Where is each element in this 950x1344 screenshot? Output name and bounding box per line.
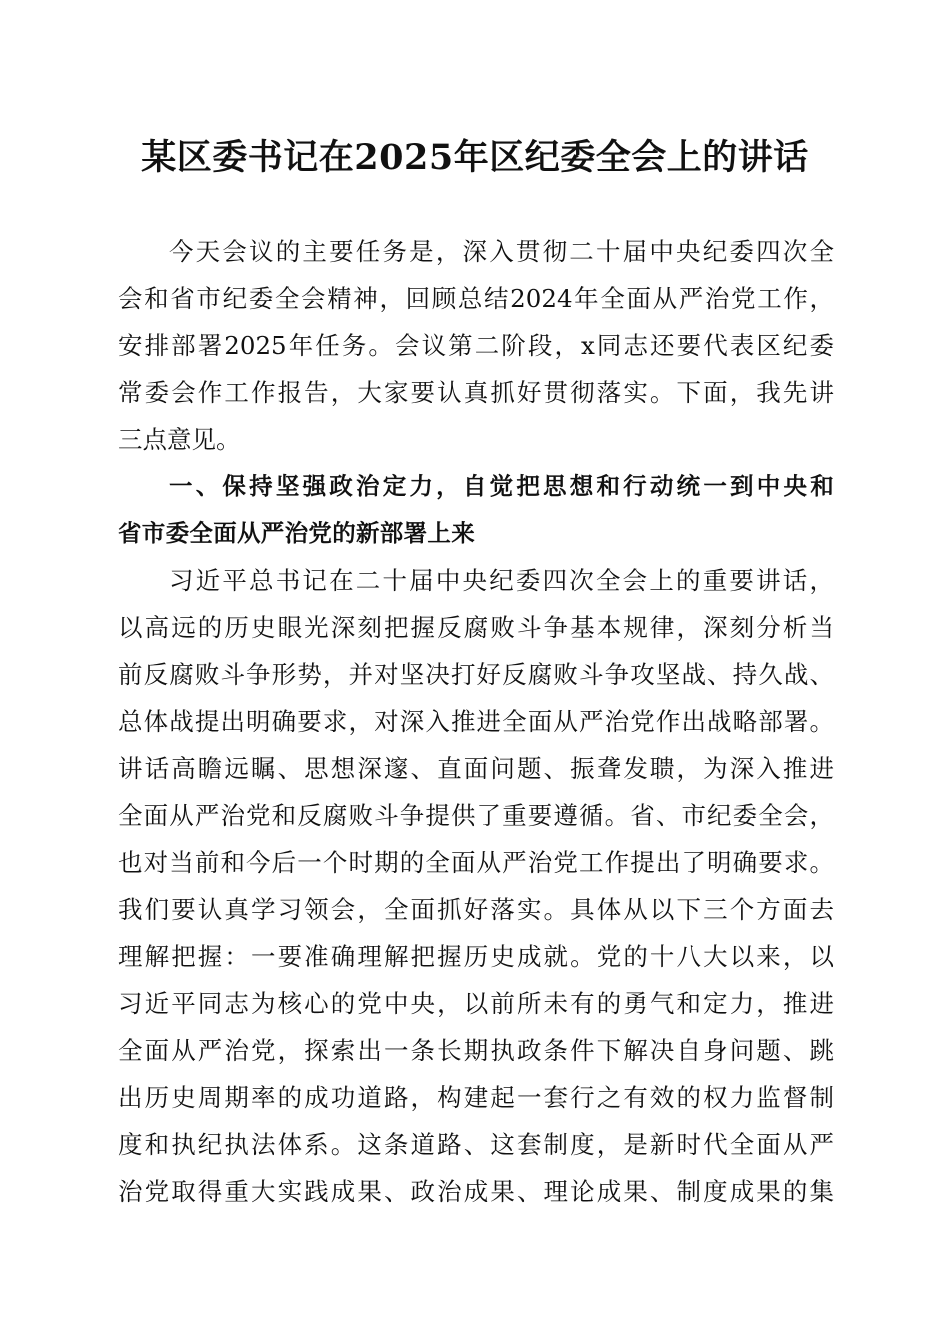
section-heading-line: 省市委全面从严治党的新部署上来 <box>118 519 475 547</box>
body-line: 总体战提出明确要求，对深入推进全面从严治党作出战略部署。 <box>118 707 834 736</box>
intro-line: 常委会作工作报告，大家要认真抓好贯彻落实。下面，我先讲 <box>118 378 834 407</box>
document-body <box>118 228 834 1215</box>
body-line: 治党取得重大实践成果、政治成果、理论成果、制度成果的集 <box>118 1177 834 1206</box>
body-line: 全面从严治党，探索出一条长期执政条件下解决自身问题、跳 <box>118 1036 834 1065</box>
body-line: 全面从严治党和反腐败斗争提供了重要遵循。省、市纪委全会， <box>118 801 834 830</box>
section-1-heading <box>118 463 834 557</box>
intro-line: 会和省市纪委全会精神，回顾总结2024年全面从严治党工作， <box>118 284 834 313</box>
body-line: 度和执纪执法体系。这条道路、这套制度，是新时代全面从严 <box>118 1130 834 1159</box>
body-line: 我们要认真学习领会，全面抓好落实。具体从以下三个方面去 <box>118 895 834 924</box>
intro-line: 今天会议的主要任务是，深入贯彻二十届中央纪委四次全 <box>169 237 834 266</box>
body-line: 讲话高瞻远瞩、思想深邃、直面问题、振聋发聩，为深入推进 <box>118 754 834 783</box>
body-line: 习近平总书记在二十届中央纪委四次全会上的重要讲话， <box>169 566 834 595</box>
body-line: 理解把握：一要准确理解把握历史成就。党的十八大以来，以 <box>118 942 834 971</box>
body-line: 出历史周期率的成功道路，构建起一套行之有效的权力监督制 <box>118 1083 834 1112</box>
section-heading-line: 一、保持坚强政治定力，自觉把思想和行动统一到中央和 <box>169 472 834 500</box>
intro-paragraph <box>118 228 834 463</box>
body-line: 前反腐败斗争形势，并对坚决打好反腐败斗争攻坚战、持久战、 <box>118 660 834 689</box>
intro-line: 安排部署2025年任务。会议第二阶段，x同志还要代表区纪委 <box>118 331 834 360</box>
body-line: 以高远的历史眼光深刻把握反腐败斗争基本规律，深刻分析当 <box>118 613 834 642</box>
document-title: 某区委书记在2025年区纪委全会上的讲话 <box>141 137 809 178</box>
body-line: 也对当前和今后一个时期的全面从严治党工作提出了明确要求。 <box>118 848 834 877</box>
section-1-paragraph <box>118 557 834 1215</box>
body-line: 习近平同志为核心的党中央，以前所未有的勇气和定力，推进 <box>118 989 834 1018</box>
intro-line: 三点意见。 <box>118 425 241 454</box>
